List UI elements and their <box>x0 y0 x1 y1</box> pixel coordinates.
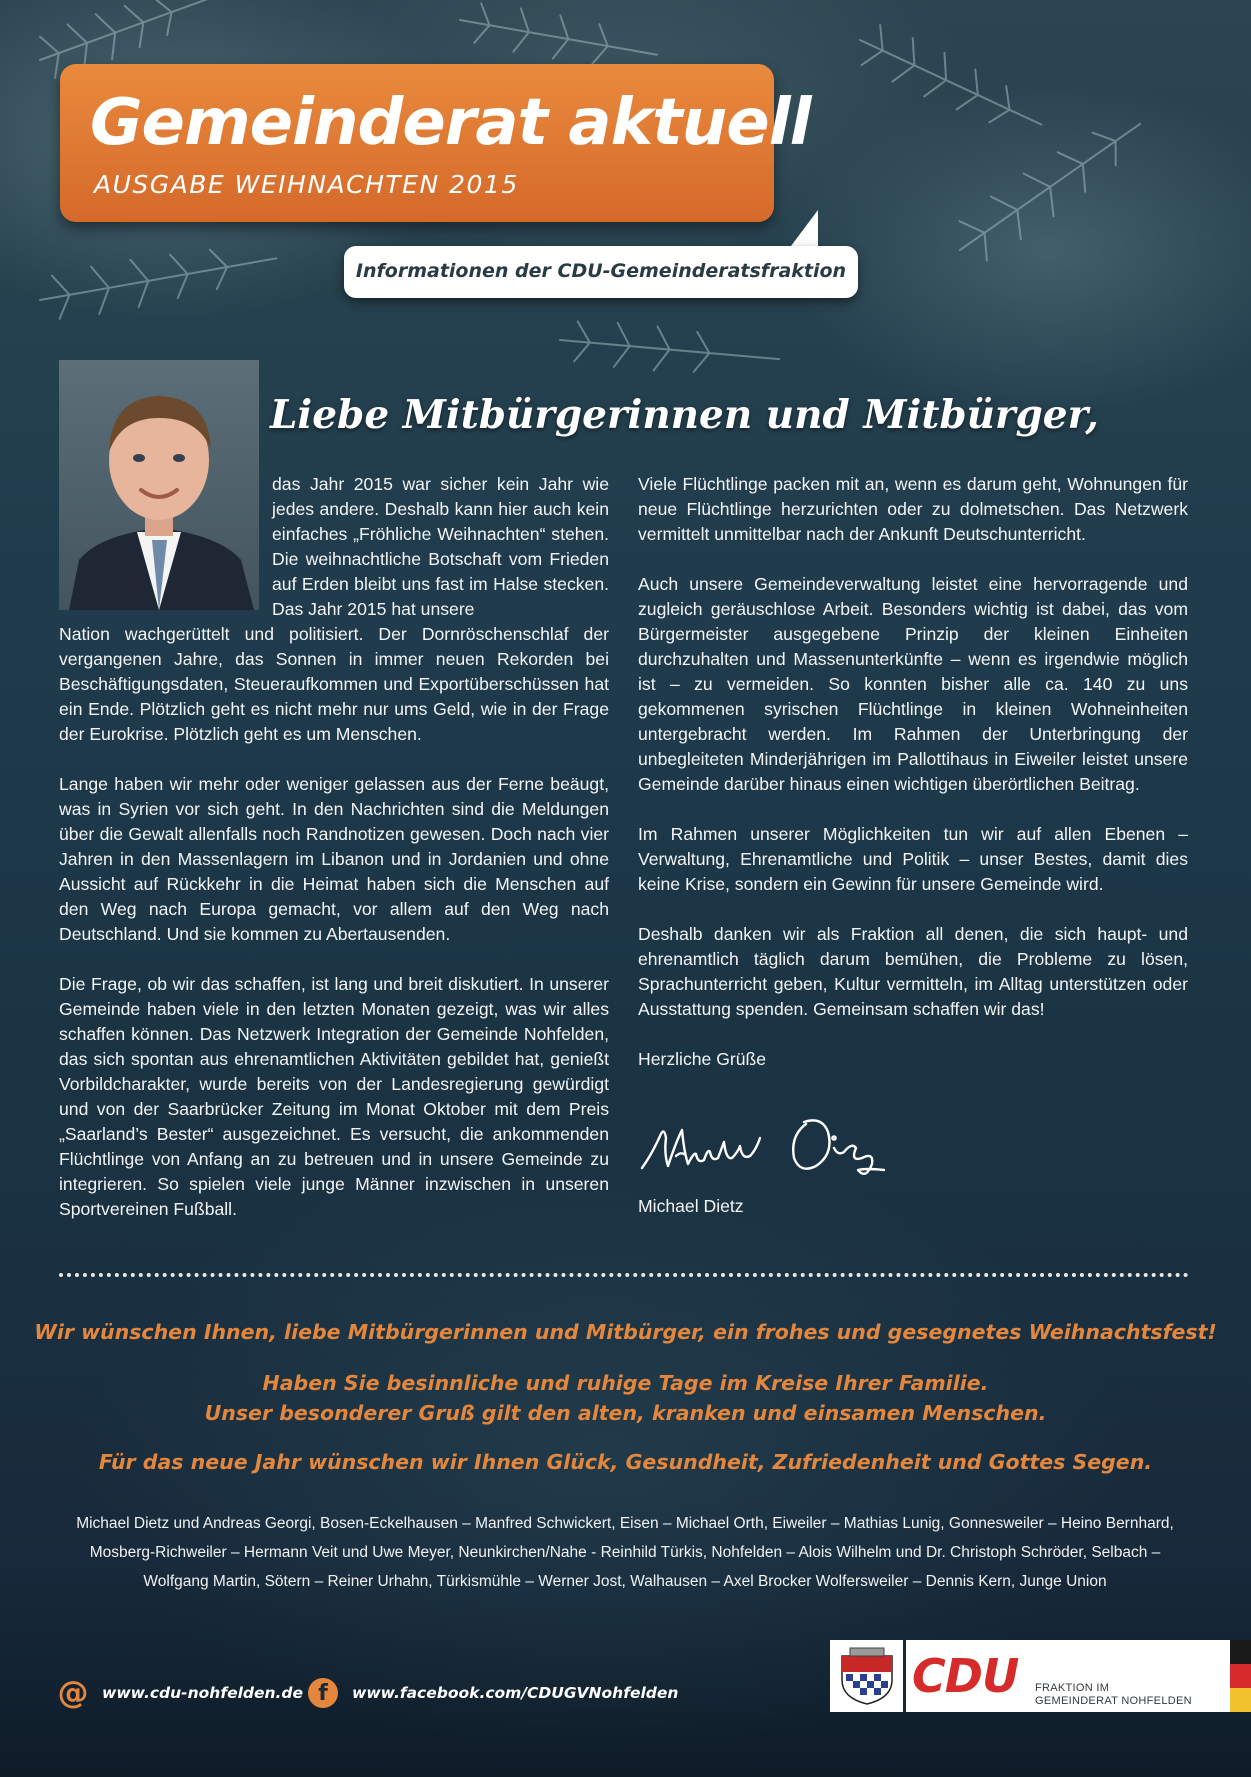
website-url: www.cdu-nohfelden.de <box>102 1684 304 1702</box>
council-members-line-2: Mosberg-Richweiler – Hermann Veit und Uwe Meyer, Neunkirchen/Nahe - Reinhild Türkis, Nohfelden – Alois Wilhelm und Dr. Christoph Schröder, Selbach – <box>89 1544 1161 1561</box>
cdu-logo-text: CDU <box>912 1649 1019 1703</box>
letter-paragraph-3: Die Frage, ob wir das schaffen, ist lang und breit diskutiert. In unserer Gemeinde haben viele in den letzten Monaten gezeigt, was wir alles schaffen können. Das Netzwerk Integration der Gemeinde Nohfelden, das sich spontan aus ehrenamtlichen Aktivitäten gebildet hat, genießt Vorbildcharakter, wurde bereits von der Landesregierung gewürdigt und von der Saarbrücker Zeitung im Monat Oktober mit dem Preis „Saarland’s Bester“ ausgezeichnet. Es versucht, die ankommenden Flüchtlinge von Anfang an zu betreuen und in unsere Gemeinde zu integrieren. So spielen viele junge Männer inzwischen in unseren Sportvereinen Fußball. <box>59 974 609 1219</box>
facebook-icon: f <box>308 1678 338 1708</box>
greeting-special: Unser besonderer Gruß gilt den alten, kranken und einsamen Menschen. <box>204 1401 1047 1425</box>
council-members-line-3: Wolfgang Martin, Sötern – Reiner Urhahn, Türkismühle – Werner Jost, Walhausen – Axel Brocker Wolfersweiler – Dennis Kern, Junge Union <box>143 1573 1107 1590</box>
letter-paragraph-2: Lange haben wir mehr oder weniger gelassen aus der Ferne beäugt, was in Syrien vor sich geht. In den Nachrichten sind die Meldungen über die Gewalt allenfalls noch Randnotizen gewesen. Doch nach vier Jahren in den Massenlagern im Libanon und in Jordanien und ohne Aussicht auf Rückkehr in die Heimat haben sich die Menschen auf den Weg nach Europa gemacht, vor allem auf den Weg nach Deutschland. Und sie kommen zu Abertausenden. <box>59 774 609 944</box>
speech-bubble-tail <box>788 210 818 250</box>
letter-intro-wrapped: das Jahr 2015 war sicher kein Jahr wie jedes andere. Deshalb kann hier auch kein einfaches „Fröhliche Weihnachten“ stehen. Die weihnachtliche Botschaft vom Frieden auf Erden bleibt uns fast im Halse stecken. Das Jahr 2015 hat unsere <box>272 474 609 619</box>
letter-closing: Herzliche Grüße <box>638 1049 767 1069</box>
at-icon: @ <box>57 1675 89 1711</box>
info-bubble <box>344 246 858 298</box>
municipal-crest-icon <box>838 1646 896 1706</box>
handwritten-signature <box>638 1108 898 1186</box>
letter-greeting: Liebe Mitbürgerinnen und Mitbürger, <box>270 392 1099 438</box>
masthead-title-box <box>60 64 811 222</box>
fraktion-label <box>1035 1682 1192 1708</box>
fraktion-line-2: GEMEINDERAT NOHFELDEN <box>1035 1695 1192 1707</box>
facebook-url: www.facebook.com/CDUGVNohfelden <box>352 1684 679 1702</box>
letter-paragraph-4: Viele Flüchtlinge packen mit an, wenn es darum geht, Wohnungen für neue Flüchtlinge herzurichten oder zu dolmetschen. Das Netzwerk vermittelt unmittelbar nach der Ankunft Deutschunterricht. <box>638 474 1188 544</box>
facebook-link[interactable] <box>308 1676 678 1710</box>
website-link[interactable] <box>58 1676 303 1710</box>
logo-divider <box>903 1640 906 1712</box>
letter-paragraph-5: Auch unsere Gemeindeverwaltung leistet eine hervorragende und zugleich geräuschlose Arbeit. Besonders wichtig ist dabei, das vom Bürgermeister ausgegebene Prinzip der kleinen Einheiten durchzuhalten und Massenunterkünfte – wenn es irgendwie möglich ist – zu vermeiden. So konnten bisher alle ca. 140 zu uns gekommenen syrischen Flüchtlinge in kleinen Wohneinheiten untergebracht werden. Im Rahmen der Unterbringung der unbegleiteten Minderjährigen im Pallottihaus in Eiweiler leistet unsere Gemeinde darüber hinaus einen wichtigen überörtlichen Beitrag. <box>638 574 1188 794</box>
fraktion-line-1: FRAKTION IM <box>1035 1682 1110 1694</box>
masthead-title: Gemeinderat aktuell <box>90 86 811 160</box>
council-members-line-1: Michael Dietz und Andreas Georgi, Bosen-Eckelhausen – Manfred Schwickert, Eisen – Michael Orth, Eiweiler – Mathias Lunig, Gonnesweiler – Heino Bernhard, <box>76 1515 1174 1532</box>
dotted-divider <box>59 1273 1189 1277</box>
letter-paragraph-7: Deshalb danken wir als Fraktion all denen, die sich haupt- und ehrenamtlich täglich darum bemühen, die Probleme zu lösen, Sprachunterricht geben, Kultur vermitteln, im Alltag unterstützen oder Ausstattung spenden. Gemeinsam schaffen wir das! <box>638 924 1188 1019</box>
author-portrait <box>59 360 259 610</box>
new-year-wish: Für das neue Jahr wünschen wir Ihnen Glück, Gesundheit, Zufriedenheit und Gottes Segen. <box>98 1450 1153 1474</box>
letter-paragraph-1: Nation wachgerüttelt und politisiert. Der Dornröschenschlaf der vergangenen Jahre, das Sonnen in immer neuen Rekorden bei Beschäftigungsdaten, Steueraufkommen und Exportüberschüssen hat ein Ende. Plötzlich geht es nicht mehr nur ums Geld, wie in der Frage der Eurokrise. Plötzlich geht es um Menschen. <box>59 624 609 744</box>
german-flag-icon <box>1230 1640 1251 1712</box>
letter-paragraph-6: Im Rahmen unserer Möglichkeiten tun wir auf allen Ebenen – Verwaltung, Ehrenamtliche und Politik – unser Bestes, damit dies keine Krise, sondern ein Gewinn für unsere Gemeinde wird. <box>638 824 1188 894</box>
signer-name: Michael Dietz <box>638 1196 744 1216</box>
cdu-logo-panel <box>830 1640 1230 1712</box>
holiday-wish: Haben Sie besinnliche und ruhige Tage im Kreise Ihrer Familie. <box>262 1371 989 1395</box>
christmas-wish: Wir wünschen Ihnen, liebe Mitbürgerinnen und Mitbürger, ein frohes und gesegnetes Weihnachtsfest! <box>34 1320 1217 1344</box>
masthead-subtitle: AUSGABE WEIHNACHTEN 2015 <box>94 170 519 199</box>
info-bubble-text: Informationen der CDU-Gemeinderatsfraktion <box>355 260 847 282</box>
